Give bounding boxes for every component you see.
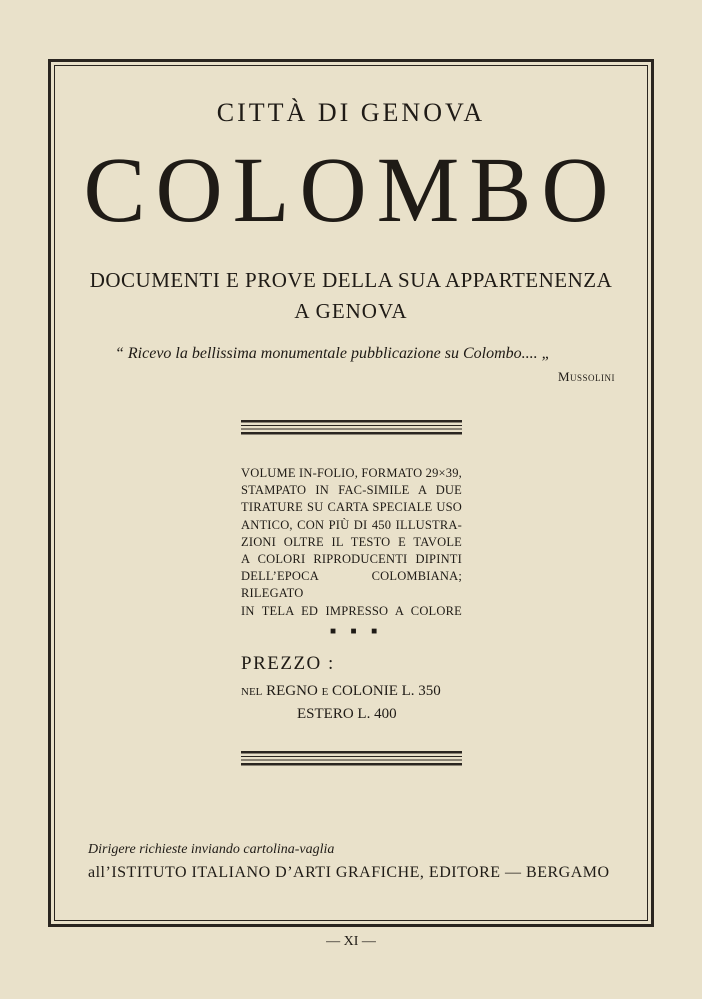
description-line: DELL’EPOCA COLOMBIANA; RILEGATO	[241, 569, 462, 601]
subtitle-line-2: A GENOVA	[294, 299, 408, 323]
main-title: COLOMBO	[83, 139, 619, 242]
description-line: ZIONI OLTRE IL TESTO E TAVOLE	[241, 534, 462, 549]
description-line: STAMPATO IN FAC-SIMILE A DUE	[241, 483, 462, 498]
city-heading: CITTÀ DI GENOVA	[216, 98, 486, 127]
price-regno: REGNO	[266, 683, 318, 699]
volume-description	[241, 465, 462, 620]
contact-instructions: Dirigere richieste inviando cartolina-vaglia	[88, 842, 335, 857]
publisher-address: all’ISTITUTO ITALIANO D’ARTI GRAFICHE, EDITORE — BERGAMO	[88, 864, 610, 881]
description-line: IN TELA ED IMPRESSO A COLORE	[241, 603, 462, 618]
description-line: VOLUME IN-FOLIO, FORMATO 29×39,	[241, 466, 463, 480]
bottom-decorative-rule	[241, 751, 462, 767]
price-nel: NEL	[241, 686, 263, 698]
quote-author: Mussolini	[557, 369, 615, 384]
description-line: ANTICO, CON PIÙ DI 450 ILLUSTRA-	[241, 517, 462, 532]
top-decorative-rule	[241, 420, 462, 436]
price-e: E	[321, 686, 329, 698]
price-abroad: ESTERO L. 400	[297, 706, 397, 722]
description-line: A COLORI RIPRODUCENTI DIPINTI	[241, 552, 462, 567]
separator-dots: ■ ■ ■	[330, 626, 384, 637]
price-kingdom	[241, 683, 441, 700]
description-line: TIRATURE SU CARTA SPECIALE USO	[241, 500, 462, 515]
quote-text: “ Ricevo la bellissima monumentale pubblicazione su Colombo.... „	[115, 345, 551, 362]
subtitle-line-1: DOCUMENTI E PROVE DELLA SUA APPARTENENZA	[89, 268, 613, 292]
price-colonie: COLONIE L. 350	[332, 683, 441, 699]
price-label: PREZZO :	[241, 653, 335, 674]
page-number: — XI —	[326, 934, 376, 949]
